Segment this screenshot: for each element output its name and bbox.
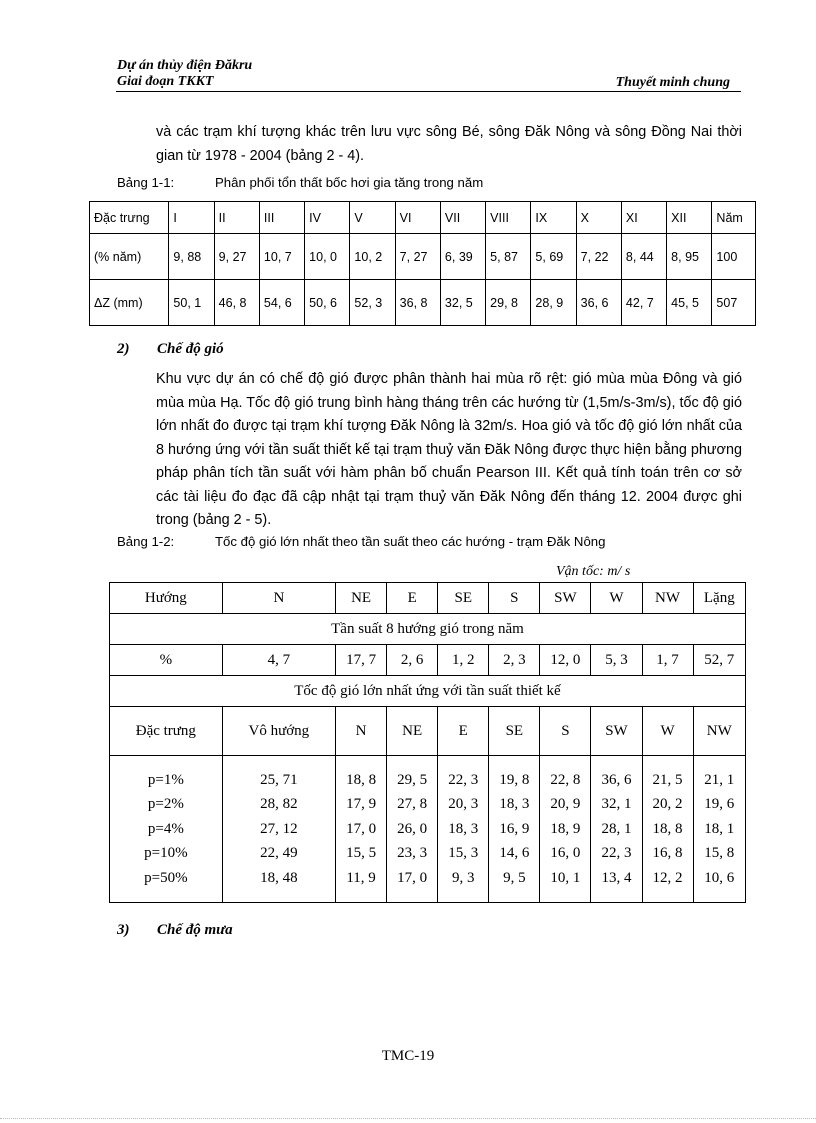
speed-value: 13, 4 [601,869,632,886]
page-number: TMC-19 [381,1048,435,1064]
speed-value: 20, 9 [550,796,581,813]
table-cell: 2, 6 [387,645,438,676]
wind-paragraph: Khu vực dự án có chế độ gió được phân thành hai mùa rõ rệt: gió mùa mùa Đông và gió mùa mùa Hạ. Tốc độ gió trung bình hàng tháng trên các hướng từ (1,5m/s-3m/s), tốc độ gió lớn nhất đo được tại trạm khí tượng Đăk Nông là 32m/s. Hoa gió và tốc độ gió lớn nhất của 8 hướng ứng với tần suất thiết kế tại trạm thuỷ văn Đăk Nông được thực hiện bằng phương pháp phân tích tần suất với hàm phân bố chuẩn Pearson III. Kết quả tính toán trên cơ sở các tài liệu đo đạc đã cập nhật tại trạm thuỷ văn Đăk Nông đến tháng 12. 2004 được ghi trong (bảng 2 - 5). [156,371,742,528]
table-cell: N [222,583,335,614]
table-cell: 10, 7 [259,234,304,280]
table-cell: XI [621,202,666,234]
table-cell: 17, 7 [336,645,387,676]
table-cell [222,756,335,903]
table-cell [336,756,387,903]
speed-value: 29, 5 [397,771,428,788]
table-cell: N [336,707,387,756]
table-cell: NE [336,583,387,614]
table-cell: 6, 39 [440,234,485,280]
speed-value: p=1% [147,771,184,788]
project-name: Dự án thủy điện Đăkru [117,58,253,73]
speed-value: 17, 9 [346,796,377,813]
speed-value: 18, 3 [499,796,530,813]
table-row [110,614,746,645]
velocity-unit: Vận tốc: m/ s [556,564,631,579]
speed-value: p=50% [144,869,188,886]
table-row [110,756,746,903]
page-bottom-rule [0,1118,816,1119]
table-cell: E [438,707,489,756]
table-row [110,645,746,676]
table-cell: 45, 5 [667,280,712,326]
table-cell: II [214,202,259,234]
table-cell: % [110,645,223,676]
speed-value: 19, 6 [704,796,735,813]
section-title: Chế độ mưa [157,922,233,938]
table-cell: SW [591,707,642,756]
wind-speed-table [109,582,746,903]
speed-value: 10, 6 [704,869,735,886]
speed-value: 22, 3 [601,845,632,862]
table-row [110,676,746,707]
table-header-row [110,707,746,756]
table-cell: 9, 88 [169,234,214,280]
speed-value: 21, 5 [652,771,683,788]
table-cell: 28, 9 [531,280,576,326]
table1-label: Bảng 1-1: [117,175,175,190]
table-cell: 36, 6 [576,280,621,326]
table-cell: 12, 0 [540,645,591,676]
table-cell: W [642,707,693,756]
table-cell: XII [667,202,712,234]
section-number: 3) [117,922,130,938]
speed-value: 16, 8 [652,845,683,862]
speed-value: 28, 82 [260,796,298,813]
table-cell: 4, 7 [222,645,335,676]
header-right: Thuyết minh chung [615,75,730,90]
table-cell: SW [540,583,591,614]
table-cell: 5, 69 [531,234,576,280]
intro-paragraph: và các trạm khí tượng khác trên lưu vực sông Bé, sông Đăk Nông và sông Đồng Nai thời gian từ 1978 - 2004 (bảng 2 - 4). [156,124,742,164]
table-cell [438,756,489,903]
table-cell: Vô hướng [222,707,335,756]
table-cell: 29, 8 [486,280,531,326]
speed-value: 22, 3 [448,771,479,788]
speed-value: 20, 3 [448,796,479,813]
table-cell [693,756,745,903]
speed-value: 15, 5 [346,845,377,862]
table-cell: 1, 7 [642,645,693,676]
table-cell: E [387,583,438,614]
header-left [117,58,252,90]
speed-value: 27, 12 [260,820,298,837]
table-cell: 1, 2 [438,645,489,676]
table-cell [540,756,591,903]
table-cell: III [259,202,304,234]
speed-value: 16, 9 [499,820,530,837]
table-cell: 10, 2 [350,234,395,280]
speed-value: 15, 8 [704,845,735,862]
table-cell: 2, 3 [489,645,540,676]
table-cell: SE [489,707,540,756]
table-cell: Đặc trưng [90,202,169,234]
speed-value: 32, 1 [601,796,632,813]
speed-value: 22, 49 [260,845,298,862]
table-cell: NW [642,583,693,614]
table-cell: W [591,583,642,614]
table-cell: Năm [712,202,756,234]
table-cell: 52, 7 [693,645,745,676]
speed-value: 36, 6 [601,771,632,788]
table1-caption [117,175,484,190]
speed-value: 22, 8 [550,771,581,788]
table-cell: 32, 5 [440,280,485,326]
table-cell: Hướng [110,583,223,614]
table-cell: VII [440,202,485,234]
table-cell: IX [531,202,576,234]
speed-value: 11, 9 [346,869,376,886]
table-row [90,234,756,280]
table-cell: ΔZ (mm) [90,280,169,326]
table-cell: 8, 95 [667,234,712,280]
speed-value: 25, 71 [260,771,298,788]
table-cell: 36, 8 [395,280,440,326]
speed-value: 28, 1 [601,820,632,837]
speed-value: 9, 3 [451,869,475,886]
table-header-row [110,583,746,614]
speed-value: 27, 8 [397,796,428,813]
speed-value: p=2% [147,796,184,813]
table-cell: VIII [486,202,531,234]
table-cell: 52, 3 [350,280,395,326]
table-cell: S [489,583,540,614]
table-cell: NE [387,707,438,756]
speed-value: p=4% [147,820,184,837]
table-cell [591,756,642,903]
table-cell: 10, 0 [305,234,350,280]
table-cell: Đặc trưng [110,707,223,756]
speed-value: 18, 8 [652,820,683,837]
table-cell: SE [438,583,489,614]
table-cell: 100 [712,234,756,280]
table-cell: 7, 22 [576,234,621,280]
table-cell: 42, 7 [621,280,666,326]
table-cell: 54, 6 [259,280,304,326]
table-cell: 46, 8 [214,280,259,326]
table-cell [110,756,223,903]
speed-value: 18, 8 [346,771,377,788]
speed-value: 14, 6 [499,845,530,862]
project-phase: Giai đoạn TKKT [117,74,214,89]
table-cell: 5, 87 [486,234,531,280]
speed-value: 23, 3 [397,845,428,862]
freq-title: Tần suất 8 hướng gió trong năm [110,614,746,645]
table-cell [642,756,693,903]
table-cell: S [540,707,591,756]
header-rule [116,91,741,92]
table-cell: 50, 1 [169,280,214,326]
table-cell: 507 [712,280,756,326]
speed-value: 18, 3 [448,820,479,837]
speed-value: 12, 2 [652,869,683,886]
speed-value: 18, 1 [704,820,735,837]
speed-value: 15, 3 [448,845,479,862]
table-row [90,280,756,326]
speed-value: 10, 1 [550,869,581,886]
table-cell [489,756,540,903]
table-cell: Lặng [693,583,745,614]
speed-value: 19, 8 [499,771,530,788]
speed-value: 17, 0 [397,869,428,886]
table-cell: 9, 27 [214,234,259,280]
table-cell: NW [693,707,745,756]
table-cell: X [576,202,621,234]
table-cell: VI [395,202,440,234]
table-header-row [90,202,756,234]
speed-value: 9, 5 [503,869,526,886]
speed-value: 18, 9 [550,820,581,837]
section-number: 2) [117,341,130,357]
table-cell: (% năm) [90,234,169,280]
evaporation-table [89,201,756,326]
speed-title: Tốc độ gió lớn nhất ứng với tần suất thiết kế [110,676,746,707]
speed-value: 21, 1 [704,771,735,788]
table2-label: Bảng 1-2: [117,534,175,549]
speed-value: 26, 0 [397,820,428,837]
table-cell: I [169,202,214,234]
table-cell: V [350,202,395,234]
speed-value: 18, 48 [260,869,298,886]
speed-value: 17, 0 [346,820,377,837]
section-title: Chế độ gió [157,341,224,357]
speed-value: 16, 0 [550,845,581,862]
table-cell: 7, 27 [395,234,440,280]
section-heading-wind [117,341,224,358]
table2-title: Tốc độ gió lớn nhất theo tần suất theo các hướng - trạm Đăk Nông [215,534,606,549]
table-cell: 8, 44 [621,234,666,280]
table-cell: IV [305,202,350,234]
table1-title: Phân phối tổn thất bốc hơi gia tăng trong năm [215,175,484,190]
table-cell: 5, 3 [591,645,642,676]
table2-caption [117,534,606,549]
table-cell: 50, 6 [305,280,350,326]
speed-value: p=10% [144,845,188,862]
speed-value: 20, 2 [652,796,683,813]
section-heading-rain [117,922,233,939]
table-cell [387,756,438,903]
